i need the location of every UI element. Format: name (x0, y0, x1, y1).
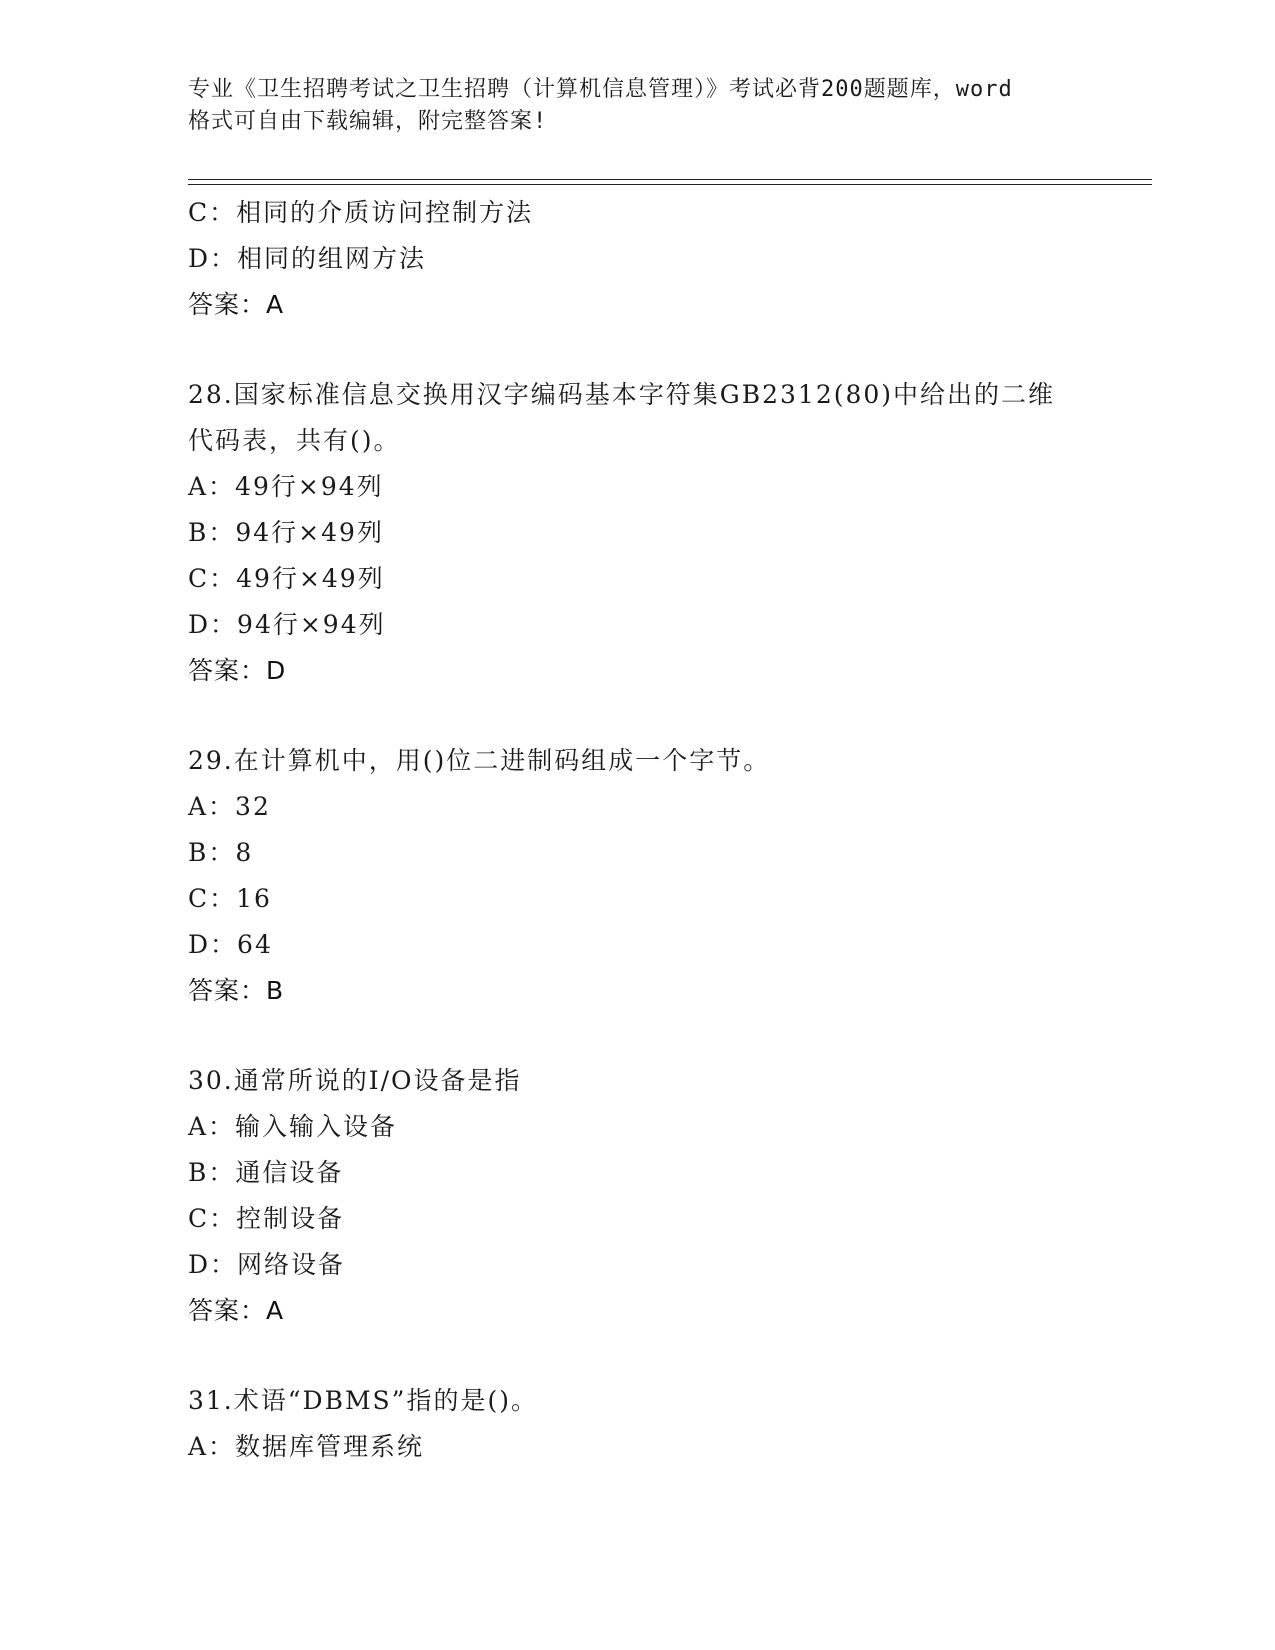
header-divider-top (188, 179, 1152, 180)
document-header (188, 74, 1108, 138)
question-stem: 31.术语“DBMS”指的是()。 (188, 1386, 538, 1415)
option-b: B：8 (188, 838, 254, 867)
answer-line: 答案：D (188, 656, 287, 685)
header-divider-bottom (188, 184, 1152, 185)
option-c: C：16 (188, 884, 272, 913)
question-stem: 28.国家标准信息交换用汉字编码基本字符集GB2312(80)中给出的二维 (188, 380, 1056, 409)
spacer (188, 1334, 1152, 1378)
question-stem: 30.通常所说的I/O设备是指 (188, 1066, 522, 1095)
option-a: A：32 (188, 792, 271, 821)
option-d: D：64 (188, 930, 273, 959)
option-a: A：输入输入设备 (188, 1112, 398, 1141)
header-line-2: 格式可自由下载编辑，附完整答案! (188, 109, 548, 134)
question-28 (188, 372, 1152, 694)
option-d: D：相同的组网方法 (188, 244, 427, 273)
option-a: A：49行×94列 (188, 472, 384, 501)
answer-line: 答案：A (188, 290, 285, 319)
spacer (188, 694, 1152, 738)
question-stem-continued: 代码表，共有()。 (188, 426, 401, 455)
answer-line: 答案：B (188, 976, 285, 1005)
option-c: C：相同的介质访问控制方法 (188, 198, 534, 227)
question-29 (188, 738, 1152, 1014)
option-c: C：49行×49列 (188, 564, 385, 593)
option-b: B：通信设备 (188, 1158, 344, 1187)
answer-line: 答案：A (188, 1296, 285, 1325)
document-body (188, 190, 1152, 1470)
question-stem: 29.在计算机中，用()位二进制码组成一个字节。 (188, 746, 771, 775)
option-d: D：网络设备 (188, 1250, 346, 1279)
spacer (188, 1014, 1152, 1058)
option-c: C：控制设备 (188, 1204, 345, 1233)
question-30 (188, 1058, 1152, 1334)
header-line-1: 专业《卫生招聘考试之卫生招聘（计算机信息管理）》考试必背200题题库，word (188, 77, 1013, 102)
option-b: B：94行×49列 (188, 518, 384, 547)
spacer (188, 328, 1152, 372)
option-d: D：94行×94列 (188, 610, 386, 639)
question-31 (188, 1378, 1152, 1470)
option-a: A：数据库管理系统 (188, 1432, 425, 1461)
